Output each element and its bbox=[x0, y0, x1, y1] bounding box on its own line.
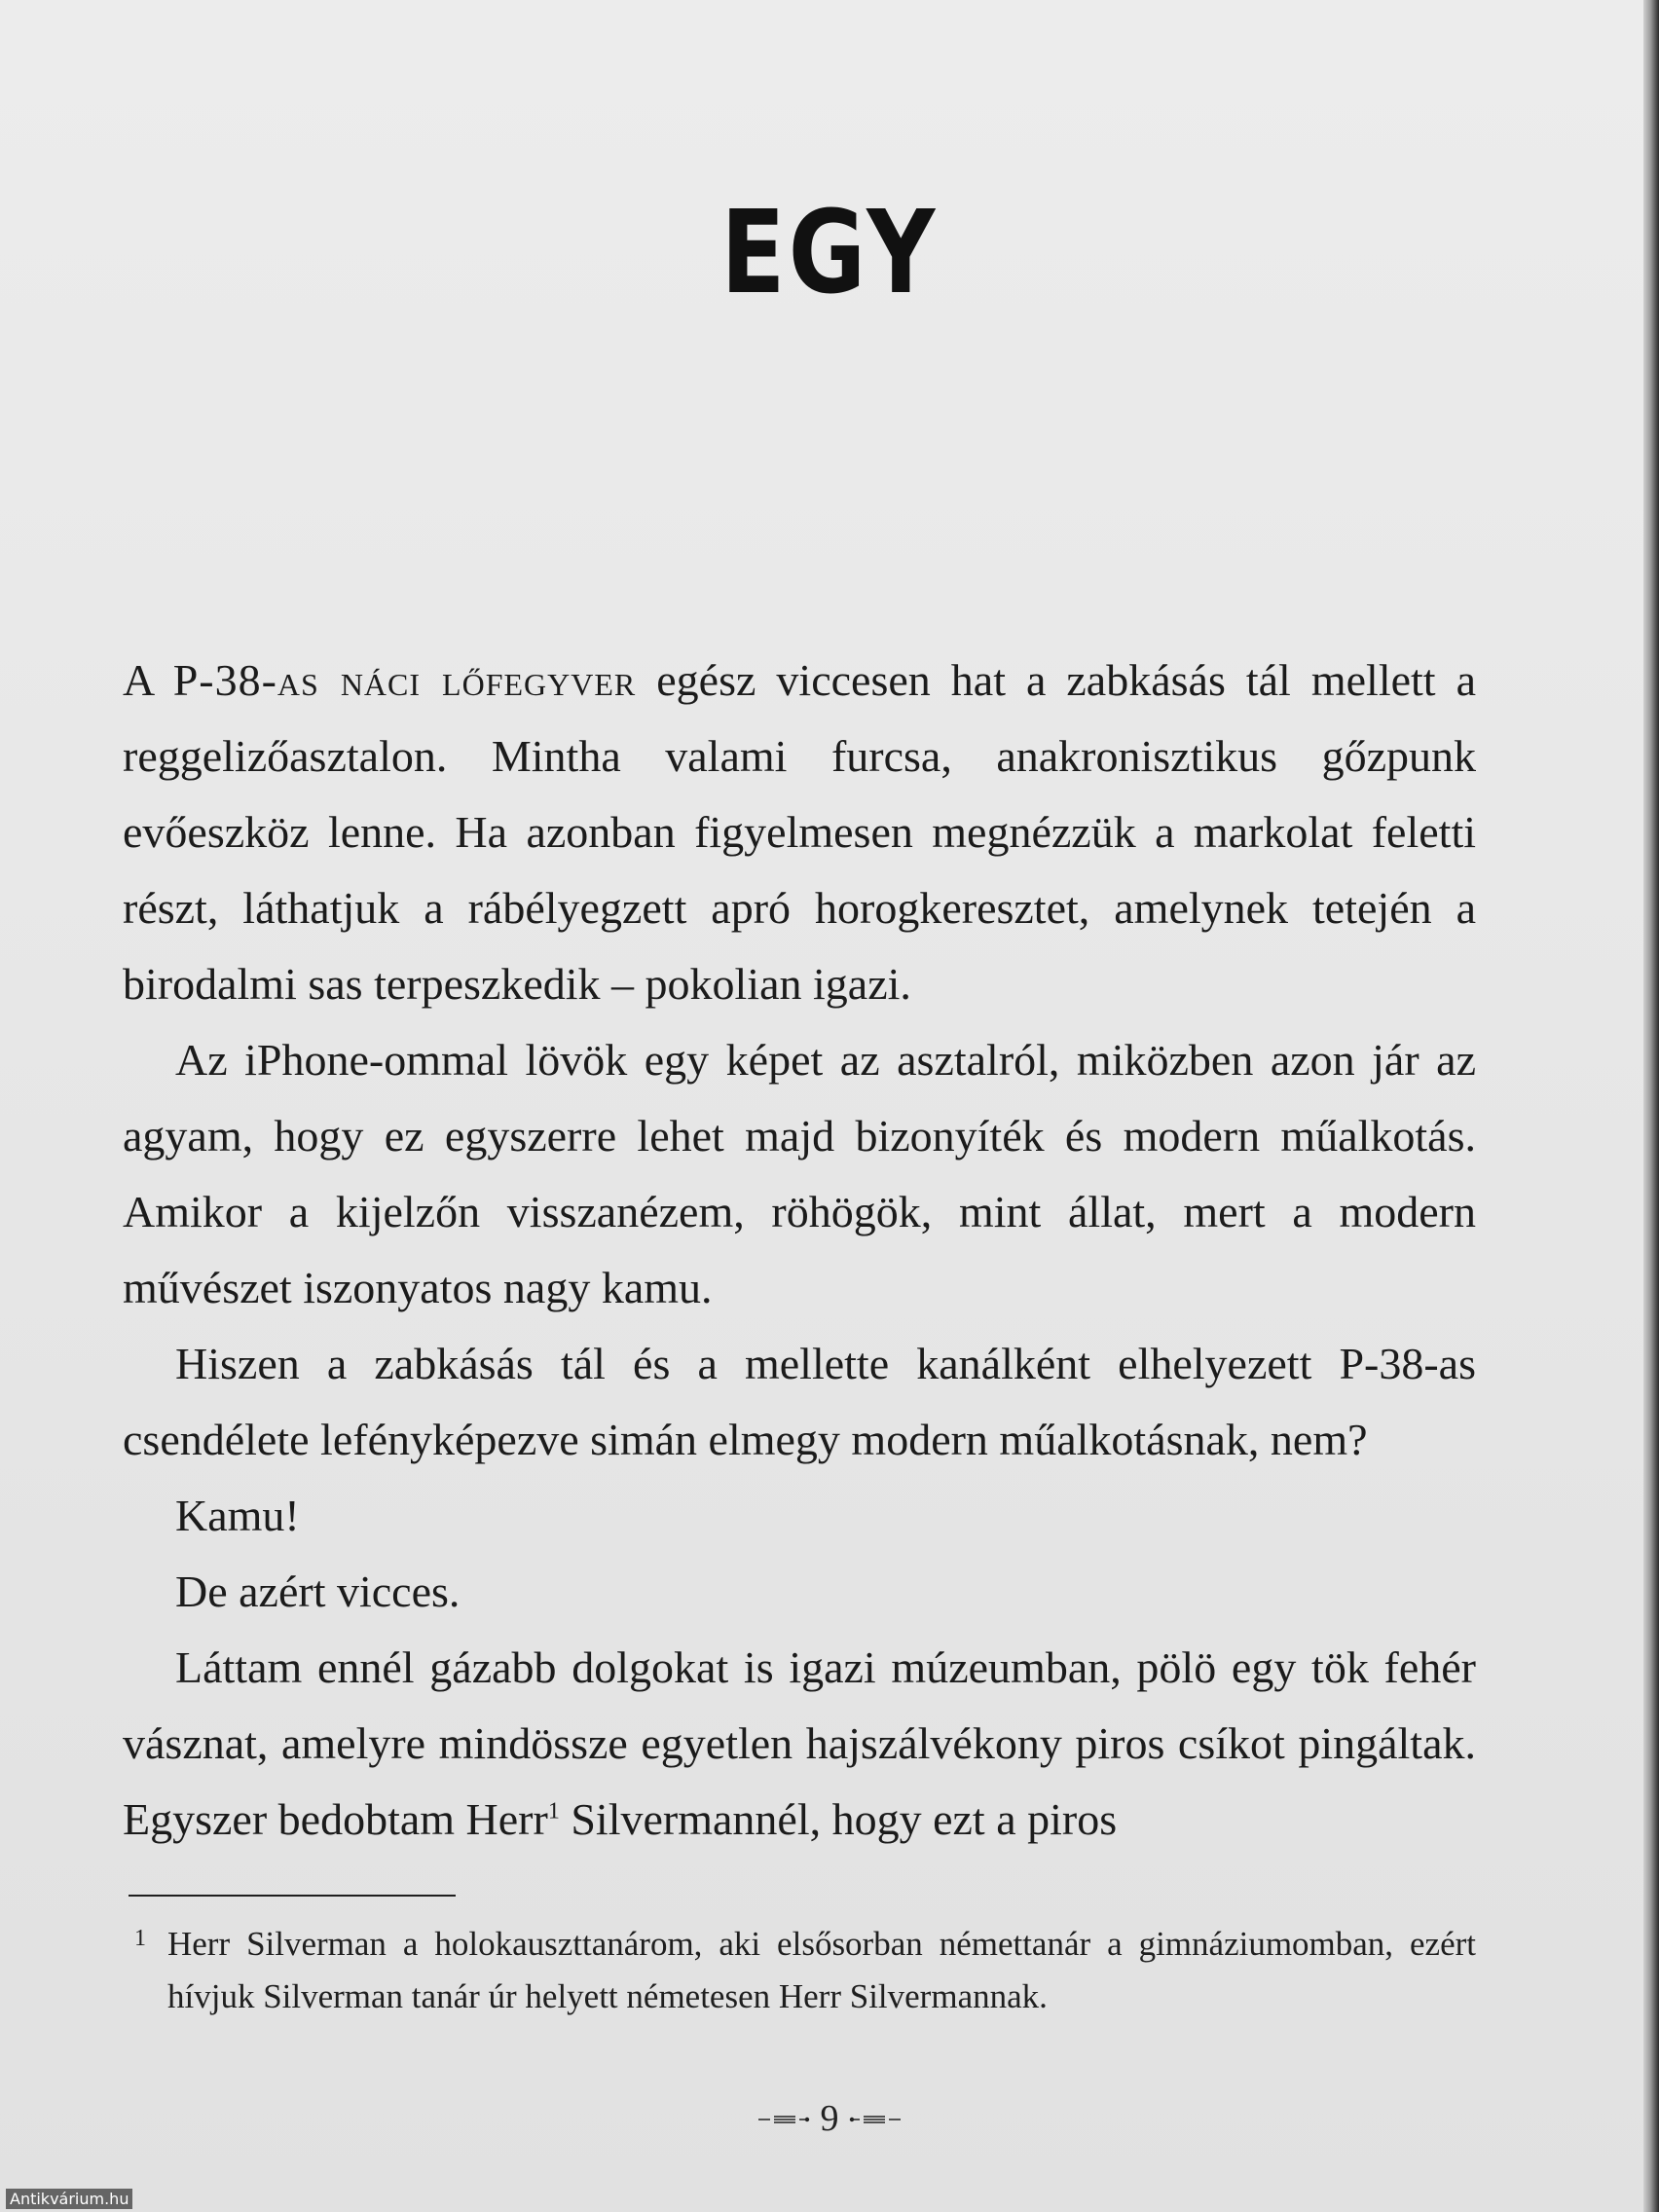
paragraph-6-after: Silvermannél, hogy ezt a piros bbox=[559, 1794, 1118, 1844]
paragraph-1-rest: egész viccesen hat a zabkásás tál mellett a reggelizőasztalon. Mintha valami furcsa, anakronisztikus gőzpunk evőeszköz lenne. Ha azonban figyelmesen megnézzük a markolat feletti részt, láthatjuk a rábélyegzett apró horogkeresztet, amelynek tetején a birodalmi sas terpeszkedik – pokolian igazi. bbox=[123, 655, 1476, 1009]
body-text bbox=[123, 643, 1476, 1858]
paragraph-3: Hiszen a zabkásás tál és a mellette kanálként elhelyezett P-38-as csendélete lefényképezve simán elmegy modern műalkotásnak, nem? bbox=[123, 1339, 1476, 1464]
paragraph-1-lead: A bbox=[123, 655, 173, 705]
right-ornament-icon bbox=[848, 2115, 903, 2124]
chapter-title: EGY bbox=[720, 185, 939, 319]
paragraph-1 bbox=[123, 643, 1476, 1022]
footnote-number: 1 bbox=[134, 1926, 146, 1951]
left-ornament-icon bbox=[756, 2115, 811, 2124]
paragraph-6-before: Láttam ennél gázabb dolgokat is igazi múzeumban, pölö egy tök fehér vásznat, amelyre mindössze egyetlen hajszálvékony piros csíkot pingáltak. Egyszer bedobtam Herr bbox=[123, 1642, 1476, 1844]
page-number-row bbox=[0, 2097, 1659, 2140]
paragraph-4: Kamu! bbox=[175, 1491, 300, 1540]
footnote-divider bbox=[129, 1895, 456, 1897]
footnote bbox=[129, 1918, 1476, 2023]
page-number: 9 bbox=[820, 2098, 839, 2139]
page-edge bbox=[1643, 0, 1659, 2212]
footnote-text: Herr Silverman a holokauszttanárom, aki elsősorban némettanár a gimnáziumomban, ezért hívjuk Silverman tanár úr helyett németesen Herr Silvermannak. bbox=[167, 1925, 1476, 2015]
paragraph-1-smallcaps: P-38-as náci lőfegyver bbox=[172, 655, 637, 705]
watermark: Antikvárium.hu bbox=[6, 2189, 132, 2209]
footnote-reference: 1 bbox=[547, 1798, 560, 1825]
paragraph-5: De azért vicces. bbox=[175, 1567, 461, 1616]
paragraph-2: Az iPhone-ommal lövök egy képet az asztalról, miközben azon jár az agyam, hogy ez egyszerre lehet majd bizonyíték és modern műalkotás. Amikor a kijelzőn visszanézem, röhögök, mint állat, mert a modern művészet iszonyatos nagy kamu. bbox=[123, 1035, 1476, 1312]
paragraph-6 bbox=[123, 1630, 1476, 1858]
